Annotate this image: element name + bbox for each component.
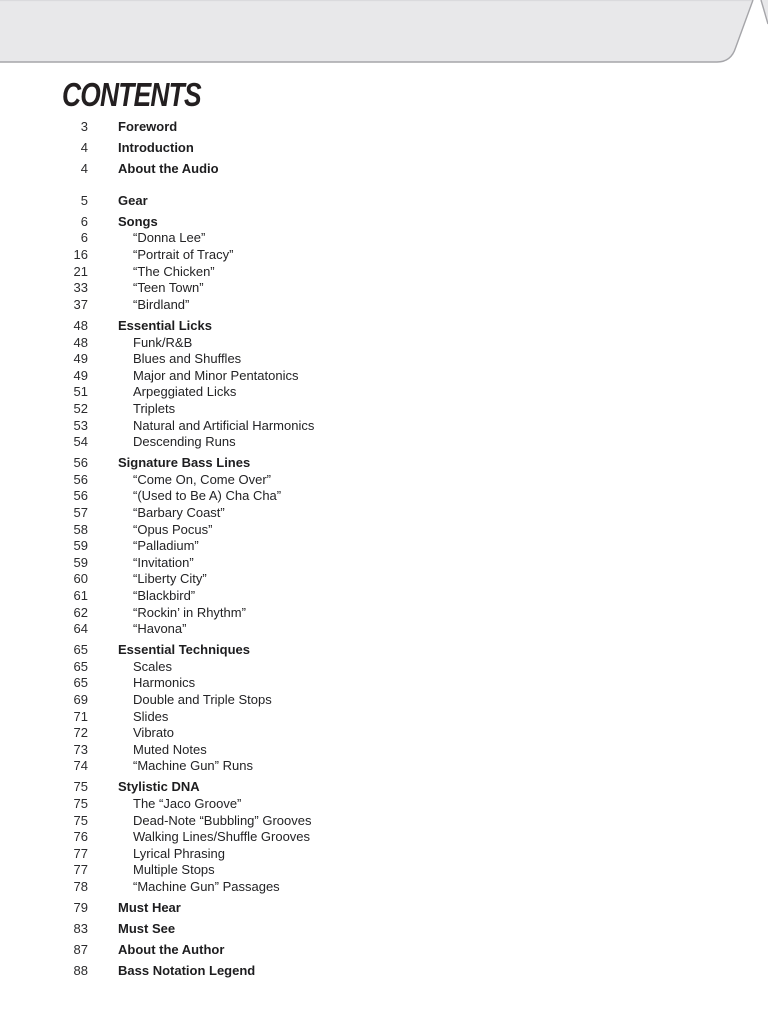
toc-row (0, 384, 600, 401)
toc-row (0, 779, 600, 796)
toc-page-number: 56 (73, 488, 88, 504)
toc-row (0, 193, 600, 210)
toc-entry-title: Natural and Artificial Harmonics (133, 417, 315, 433)
toc-entry-title: Scales (133, 658, 173, 674)
toc-entry-title: “Portrait of Tracy” (133, 247, 234, 263)
toc-entry-title: “Machine Gun” Runs (133, 758, 253, 774)
toc-entry-title: Bass Notation Legend (118, 963, 256, 979)
toc-row (0, 642, 600, 659)
toc-entry-title: “Birdland” (133, 296, 190, 312)
toc-entry-title: “Havona” (133, 621, 187, 637)
toc-entry-title: “Come On, Come Over” (133, 471, 271, 487)
toc-entry-title: Vibrato (133, 725, 174, 741)
toc-entry-title: Multiple Stops (133, 862, 215, 878)
page-title: CONTENTS (62, 76, 201, 113)
toc-page-number: 75 (73, 796, 88, 812)
toc-entry-title: Signature Bass Lines (118, 455, 251, 471)
toc-entry-title: “The Chicken” (133, 263, 215, 279)
toc-page-number: 53 (73, 417, 88, 433)
toc-page-number: 56 (73, 455, 88, 471)
toc-row (0, 921, 600, 938)
toc-entry-title: “Blackbird” (133, 587, 196, 603)
toc-group (0, 214, 600, 314)
toc-page-number: 77 (73, 845, 88, 861)
toc-page-number: 74 (73, 758, 88, 774)
toc-group (0, 161, 600, 178)
toc-entry-title: Muted Notes (133, 741, 207, 757)
toc-entry-title: Essential Techniques (118, 642, 250, 658)
toc-page-number: 59 (73, 538, 88, 554)
toc-row (0, 862, 600, 879)
toc-entry-title: “Palladium” (133, 538, 199, 554)
toc-row (0, 401, 600, 418)
toc-page-number: 54 (73, 434, 88, 450)
toc-page-number: 76 (73, 829, 88, 845)
toc-row (0, 709, 600, 726)
toc-row (0, 318, 600, 335)
toc-row (0, 621, 600, 638)
toc-entry-title: Slides (133, 708, 169, 724)
toc-entry-title: “Rockin’ in Rhythm” (133, 604, 246, 620)
toc-row (0, 418, 600, 435)
toc-page-number: 59 (73, 554, 88, 570)
toc-row (0, 725, 600, 742)
toc-entry-title: “(Used to Be A) Cha Cha” (133, 488, 282, 504)
toc-row (0, 472, 600, 489)
toc-entry-title: “Invitation” (133, 554, 194, 570)
toc-row (0, 505, 600, 522)
toc-row (0, 351, 600, 368)
toc-entry-title: Stylistic DNA (118, 779, 200, 795)
toc-group (0, 642, 600, 775)
toc-row (0, 846, 600, 863)
toc-page-number: 4 (80, 140, 88, 156)
toc-page-number: 78 (73, 879, 88, 895)
toc-entry-title: Walking Lines/Shuffle Grooves (133, 829, 311, 845)
toc-page-number: 21 (73, 263, 88, 279)
toc-page-number: 57 (73, 504, 88, 520)
toc-entry-title: Gear (118, 192, 148, 208)
toc-page-number: 65 (73, 658, 88, 674)
toc-entry-title: Songs (118, 213, 158, 229)
toc-page-number: 77 (73, 862, 88, 878)
toc-page-number: 51 (73, 384, 88, 400)
toc-entry-title: “Barbary Coast” (133, 504, 225, 520)
toc-page-number: 61 (73, 587, 88, 603)
toc-page-number: 56 (73, 471, 88, 487)
toc-row (0, 742, 600, 759)
toc-row (0, 829, 600, 846)
toc-group (0, 921, 600, 938)
toc-row (0, 942, 600, 959)
toc-list (0, 119, 600, 980)
toc-row (0, 247, 600, 264)
toc-row (0, 140, 600, 157)
toc-entry-title: “Liberty City” (133, 571, 207, 587)
toc-row (0, 119, 600, 136)
toc-entry-title: Lyrical Phrasing (133, 845, 226, 861)
toc-page-number: 16 (73, 247, 88, 263)
toc-row (0, 692, 600, 709)
toc-row (0, 230, 600, 247)
toc-entry-title: Harmonics (133, 675, 196, 691)
toc-page-number: 33 (73, 280, 88, 296)
toc-row (0, 538, 600, 555)
toc-row (0, 522, 600, 539)
toc-page-number: 49 (73, 351, 88, 367)
toc-page-number: 69 (73, 692, 88, 707)
toc-page-number: 75 (73, 779, 88, 795)
toc-page-number: 6 (80, 230, 88, 246)
toc-entry-title: Must See (118, 921, 176, 937)
toc-row (0, 605, 600, 622)
toc-page-number: 88 (73, 963, 88, 979)
toc-row (0, 879, 600, 896)
toc-row (0, 264, 600, 281)
toc-row (0, 368, 600, 385)
toc-row (0, 796, 600, 813)
toc-entry-title: Triplets (133, 400, 176, 416)
toc-page-number: 48 (73, 317, 88, 333)
toc-entry-title: The “Jaco Groove” (133, 796, 242, 812)
toc-entry-title: “Teen Town” (133, 280, 204, 296)
toc-entry-title: Major and Minor Pentatonics (133, 367, 299, 383)
toc-row (0, 488, 600, 505)
toc-entry-title: About the Audio (118, 161, 219, 177)
toc-entry-title: Introduction (118, 140, 194, 156)
toc-entry-title: Double and Triple Stops (133, 692, 272, 707)
toc-group (0, 193, 600, 210)
toc-row (0, 297, 600, 314)
toc-page-number: 52 (73, 400, 88, 416)
toc-page-number: 65 (73, 642, 88, 658)
toc-page-number: 58 (73, 521, 88, 537)
toc-row (0, 571, 600, 588)
toc-group (0, 900, 600, 917)
toc-page-number: 65 (73, 675, 88, 691)
toc-page-number: 62 (73, 604, 88, 620)
toc-page-number: 6 (80, 213, 88, 229)
toc-page-number: 48 (73, 334, 88, 350)
toc-page-number: 5 (80, 192, 88, 208)
toc-row (0, 813, 600, 830)
toc-group (0, 318, 600, 451)
page-corner-decoration (761, 0, 768, 24)
toc-page-number: 75 (73, 812, 88, 828)
toc-page-number: 71 (73, 708, 88, 724)
toc-row (0, 758, 600, 775)
toc-group (0, 779, 600, 895)
toc-row (0, 588, 600, 605)
toc-row (0, 675, 600, 692)
toc-entry-title: Arpeggiated Licks (133, 384, 237, 400)
toc-group (0, 963, 600, 980)
toc-entry-title: Foreword (118, 119, 178, 134)
toc-page-number: 3 (80, 119, 88, 134)
toc-entry-title: Funk/R&B (133, 334, 193, 350)
toc-page-number: 64 (73, 621, 88, 637)
toc-page-number: 49 (73, 367, 88, 383)
toc-row (0, 900, 600, 917)
toc-row (0, 434, 600, 451)
toc-page-number: 37 (73, 296, 88, 312)
toc-group (0, 140, 600, 157)
toc-row (0, 280, 600, 297)
toc-entry-title: About the Author (118, 942, 225, 958)
toc-entry-title: Blues and Shuffles (133, 351, 242, 367)
toc-row (0, 455, 600, 472)
toc-entry-title: Essential Licks (118, 317, 212, 333)
toc-entry-title: “Machine Gun” Passages (133, 879, 280, 895)
toc-group (0, 119, 600, 136)
toc-page-number: 79 (73, 900, 88, 916)
toc-page-number: 72 (73, 725, 88, 741)
toc-row (0, 555, 600, 572)
toc-entry-title: “Opus Pocus” (133, 521, 213, 537)
toc-page-number: 73 (73, 741, 88, 757)
toc-page-number: 4 (80, 161, 88, 177)
toc-row (0, 214, 600, 231)
toc-entry-title: Dead-Note “Bubbling” Grooves (133, 812, 312, 828)
toc-row (0, 161, 600, 178)
toc-row (0, 963, 600, 980)
toc-entry-title: Descending Runs (133, 434, 236, 450)
toc-row (0, 659, 600, 676)
top-banner (0, 0, 768, 66)
toc-page-number: 60 (73, 571, 88, 587)
toc-page-number: 87 (73, 942, 88, 958)
toc-entry-title: “Donna Lee” (133, 230, 206, 246)
toc-row (0, 335, 600, 352)
toc-entry-title: Must Hear (118, 900, 181, 916)
toc-page-number: 83 (73, 921, 88, 937)
toc-group (0, 942, 600, 959)
toc-group (0, 455, 600, 638)
